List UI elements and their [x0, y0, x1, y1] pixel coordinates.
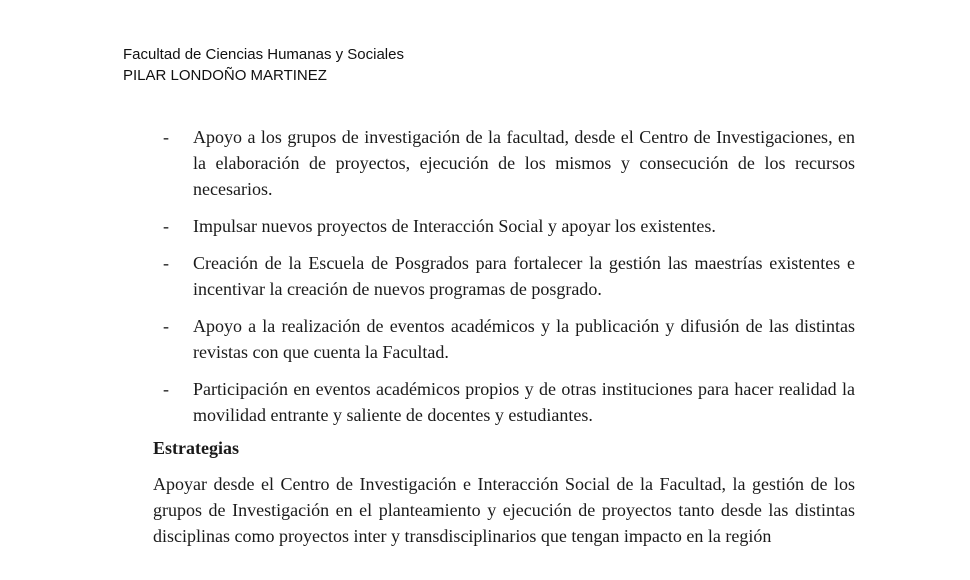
bullet-dash: - [163, 127, 169, 147]
list-item [153, 250, 855, 302]
list-item-text: Apoyo a la realización de eventos académicos y la publicación y difusión de las distintas revistas con que cuenta la Facultad. [193, 316, 855, 362]
list-item-text: Participación en eventos académicos propios y de otras instituciones para hacer realidad la movilidad entrante y saliente de docentes y estudiantes. [193, 379, 855, 425]
document-header [123, 44, 404, 86]
bullet-list [153, 124, 855, 428]
section-paragraph: Apoyar desde el Centro de Investigación e Interacción Social de la Facultad, la gestión de los grupos de Investigación en el planteamiento y ejecución de proyectos tanto desde las distintas disciplinas como proyectos inter y transdisciplinarios que tengan impacto en la región [153, 474, 855, 546]
document-body [153, 124, 855, 549]
bullet-dash: - [163, 253, 169, 273]
list-item [153, 124, 855, 202]
bullet-dash: - [163, 216, 169, 236]
list-item-text: Impulsar nuevos proyectos de Interacción Social y apoyar los existentes. [193, 216, 716, 236]
list-item [153, 213, 855, 239]
author-name: PILAR LONDOÑO MARTINEZ [123, 67, 327, 84]
list-item [153, 313, 855, 365]
bullet-dash: - [163, 379, 169, 399]
list-item-text: Creación de la Escuela de Posgrados para fortalecer la gestión las maestrías existentes e incentivar la creación de nuevos programas de posgrado. [193, 253, 855, 299]
list-item [153, 376, 855, 428]
list-item-text: Apoyo a los grupos de investigación de la facultad, desde el Centro de Investigaciones, en la elaboración de proyectos, ejecución de los mismos y consecución de los recursos necesarios. [193, 127, 855, 199]
section-heading: Estrategias [153, 438, 239, 458]
bullet-dash: - [163, 316, 169, 336]
faculty-name: Facultad de Ciencias Humanas y Sociales [123, 46, 404, 63]
